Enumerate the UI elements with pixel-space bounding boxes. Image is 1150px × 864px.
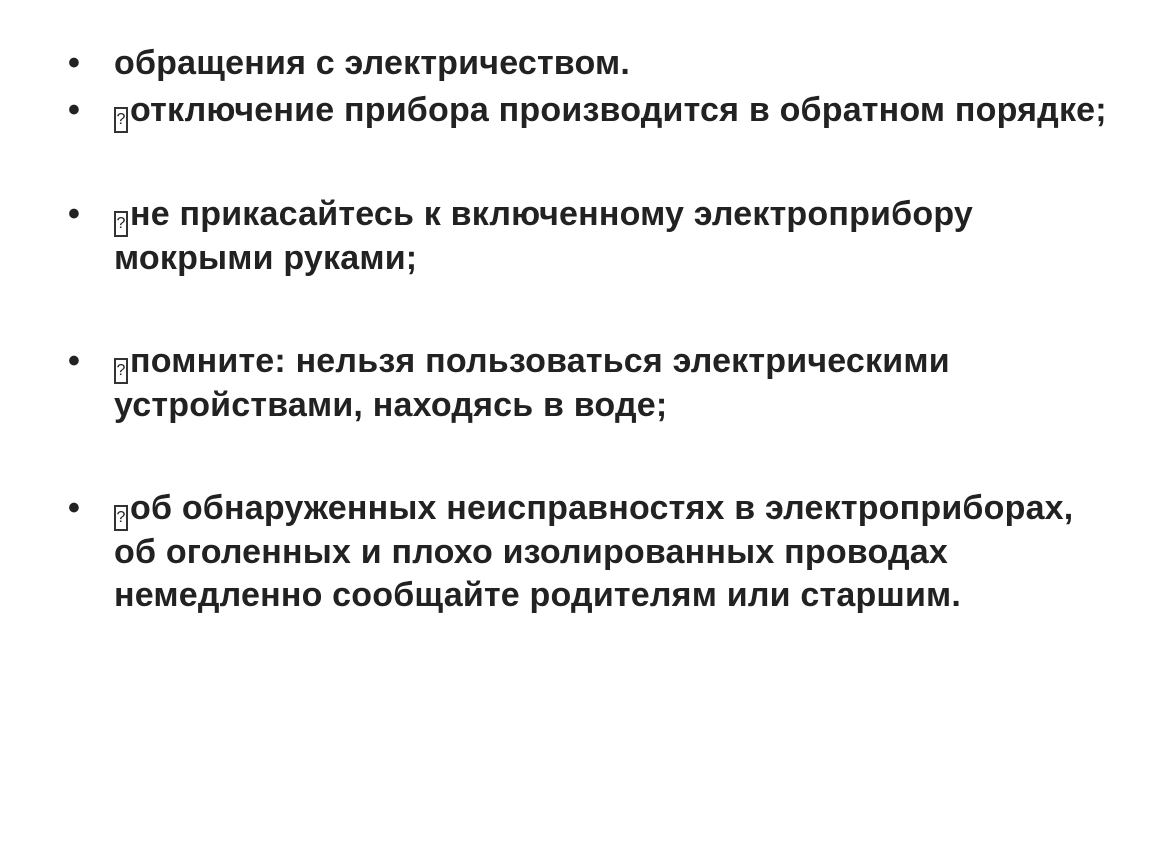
bullet-icon: • xyxy=(68,44,81,82)
list-item-text: помните: нельзя пользоваться электрическими устройствами, находясь в воде; xyxy=(114,342,950,424)
bullet-icon: • xyxy=(68,342,81,380)
bullet-icon: • xyxy=(68,489,81,527)
bullet-list xyxy=(68,42,1108,617)
list-item-text: не прикасайтесь к включенному электроприбору мокрыми руками; xyxy=(114,195,973,277)
list-item-text: обращения с электричеством. xyxy=(114,44,630,82)
bullet-icon: • xyxy=(68,91,81,129)
missing-glyph-icon: ? xyxy=(114,505,128,531)
list-item xyxy=(68,340,1108,427)
bullet-icon: • xyxy=(68,195,81,233)
missing-glyph-icon: ? xyxy=(114,211,128,237)
list-item-text: отключение прибора производится в обратном порядке; xyxy=(130,91,1107,129)
list-item xyxy=(68,42,1108,85)
list-item-text: об обнаруженных неисправностях в электроприборах, об оголенных и плохо изолированных проводах немедленно сообщайте родителям или старшим. xyxy=(114,489,1074,614)
list-item xyxy=(68,193,1108,280)
list-item xyxy=(68,89,1108,133)
list-item xyxy=(68,487,1108,617)
missing-glyph-icon: ? xyxy=(114,358,128,384)
missing-glyph-icon: ? xyxy=(114,107,128,133)
